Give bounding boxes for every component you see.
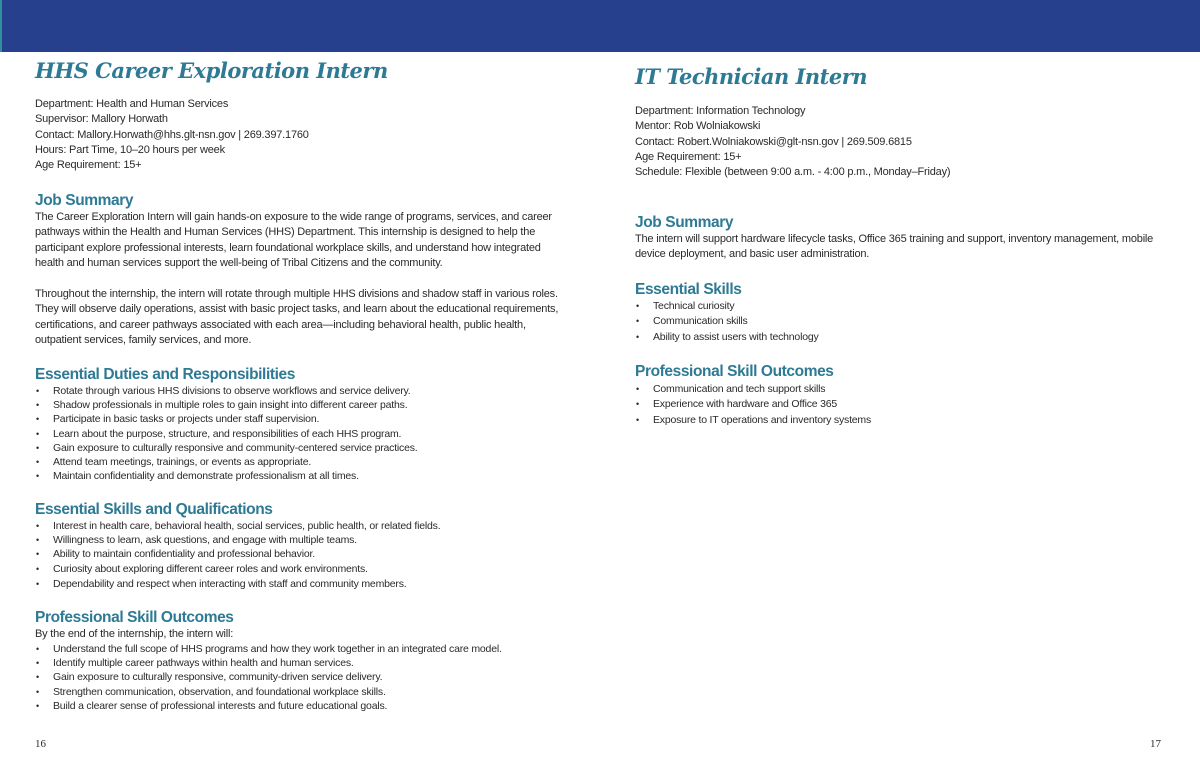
summary-paragraph: The Career Exploration Intern will gain hands-on exposure to the wide range of programs, services, and career pathways within the Health and Human Services (HHS) Department. This internship is designed to help the participant explore professional interests, learn foundational workplace skills, and understand how integrated health and human services support the well-being of Tribal Citizens and the community.: [35, 211, 552, 269]
outcomes-list: [35, 642, 502, 713]
info-line: Department: Health and Human Services: [35, 98, 229, 110]
outcomes-list: [635, 382, 871, 428]
job-info: [635, 104, 950, 180]
list-item: • Gain exposure to culturally responsive and community-centered service practices.: [35, 441, 418, 455]
header-accent-strip: [0, 0, 2, 52]
list-item: • Dependability and respect when interacting with staff and community members.: [35, 577, 440, 591]
list-item: • Interest in health care, behavioral health, social services, public health, or related fields.: [35, 519, 440, 533]
list-item: • Strengthen communication, observation, and foundational workplace skills.: [35, 685, 502, 699]
job-info: [35, 97, 309, 173]
list-item: • Ability to assist users with technology: [635, 330, 819, 345]
outcomes-intro: By the end of the internship, the intern will:: [35, 628, 234, 640]
list-item: • Technical curiosity: [635, 299, 819, 314]
summary-paragraph: The intern will support hardware lifecycle tasks, Office 365 training and support, inventory management, mobile device deployment, and basic user administration.: [635, 233, 1154, 261]
duties-list: [35, 384, 418, 483]
info-line: Age Requirement: 15+: [635, 150, 742, 163]
skills-list: [635, 299, 819, 345]
list-item: • Curiosity about exploring different career roles and work environments.: [35, 562, 440, 576]
list-item: • Communication and tech support skills: [635, 382, 871, 397]
section-heading: Job Summary: [35, 192, 134, 209]
page-number: 16: [35, 738, 46, 750]
page-title: HHS Career Exploration Intern: [35, 58, 388, 83]
section-heading: Professional Skill Outcomes: [35, 609, 234, 626]
header-bar: [0, 0, 1200, 52]
section-heading: Job Summary: [635, 214, 734, 231]
list-item: • Exposure to IT operations and inventory systems: [635, 413, 871, 428]
list-item: • Maintain confidentiality and demonstrate professionalism at all times.: [35, 469, 418, 483]
info-line: Contact: Robert.Wolniakowski@glt-nsn.gov | 269.509.6815: [635, 135, 912, 148]
list-item: • Learn about the purpose, structure, and responsibilities of each HHS program.: [35, 427, 418, 441]
list-item: • Shadow professionals in multiple roles to gain insight into different career paths.: [35, 398, 418, 412]
list-item: • Understand the full scope of HHS programs and how they work together in an integrated care model.: [35, 642, 502, 656]
section-heading: Essential Skills: [635, 281, 742, 298]
list-item: • Participate in basic tasks or projects under staff supervision.: [35, 412, 418, 426]
list-item: • Ability to maintain confidentiality and professional behavior.: [35, 547, 440, 561]
info-line: Contact: Mallory.Horwath@hhs.glt-nsn.gov | 269.397.1760: [35, 128, 309, 141]
section-heading: Essential Duties and Responsibilities: [35, 366, 295, 383]
info-line: Schedule: Flexible (between 9:00 a.m. - 4:00 p.m., Monday–Friday): [635, 166, 951, 179]
info-line: Age Requirement: 15+: [35, 159, 142, 172]
list-item: • Identify multiple career pathways within health and human services.: [35, 656, 502, 670]
section-heading: Essential Skills and Qualifications: [35, 501, 273, 518]
list-item: • Build a clearer sense of professional interests and future educational goals.: [35, 699, 502, 713]
info-line: Hours: Part Time, 10–20 hours per week: [35, 143, 225, 156]
list-item: • Communication skills: [635, 314, 819, 329]
list-item: • Gain exposure to culturally responsive, community-driven service delivery.: [35, 670, 502, 684]
page-title: IT Technician Intern: [635, 64, 868, 89]
list-item: • Rotate through various HHS divisions to observe workflows and service delivery.: [35, 384, 418, 398]
info-line: Mentor: Rob Wolniakowski: [635, 120, 761, 133]
summary-paragraph: Throughout the internship, the intern will rotate through multiple HHS divisions and shadow staff in various roles. They will observe daily operations, assist with basic project tasks, and learn about the educational requirements, certifications, and career pathways associated with each area—including behavioral health, public health, outpatient services, family services, and more.: [35, 288, 559, 346]
skills-list: [35, 519, 440, 591]
list-item: • Willingness to learn, ask questions, and engage with multiple teams.: [35, 533, 440, 547]
page-number: 17: [1150, 738, 1161, 750]
info-line: Supervisor: Mallory Horwath: [35, 113, 168, 126]
list-item: • Experience with hardware and Office 365: [635, 397, 871, 412]
info-line: Department: Information Technology: [635, 105, 806, 117]
section-heading: Professional Skill Outcomes: [635, 363, 834, 380]
list-item: • Attend team meetings, trainings, or events as appropriate.: [35, 455, 418, 469]
